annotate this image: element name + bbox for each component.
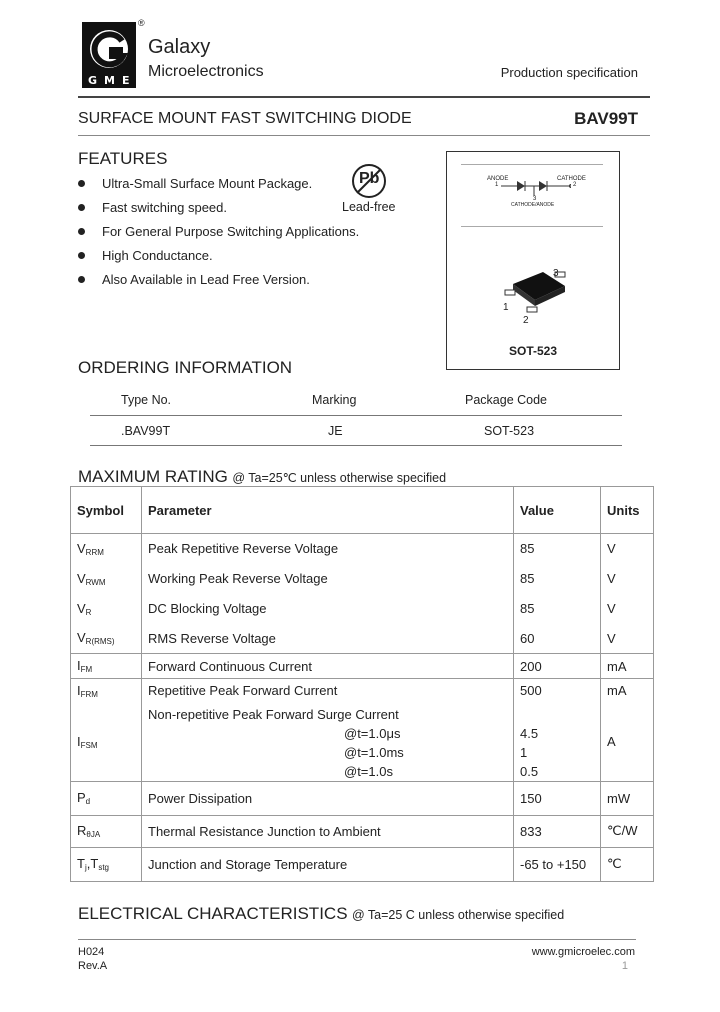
parameter-cell: [142, 703, 514, 782]
symbol-cell: [71, 847, 142, 881]
symbol-cell: [71, 564, 142, 594]
circuit-pin1: 1: [495, 182, 499, 188]
unit-cell: mA: [601, 679, 654, 703]
table-header-row: [71, 487, 654, 534]
value-cell: 85: [514, 534, 601, 564]
symbol-text: P: [77, 790, 86, 805]
col-symbol: Symbol: [71, 487, 142, 534]
parameter-cell: Power Dissipation: [142, 781, 514, 815]
table-row: [71, 624, 654, 654]
ordering-col-type: Type No.: [121, 393, 172, 407]
sot523-package-icon: [503, 262, 573, 322]
value-cell: 200: [514, 654, 601, 679]
brand-name: Galaxy: [148, 36, 211, 58]
table-row: [71, 654, 654, 679]
ordering-type-value: .BAV99T: [121, 424, 171, 438]
symbol-subscript: R(RMS): [85, 637, 115, 647]
parameter-cell: Peak Repetitive Reverse Voltage: [142, 534, 514, 564]
ordering-marking-value: JE: [328, 424, 343, 438]
ordering-col-marking: Marking: [312, 393, 357, 407]
doc-id: H024: [78, 946, 105, 958]
table-row: [71, 815, 654, 847]
symbol-cell: [71, 781, 142, 815]
table-row: [71, 679, 654, 703]
col-parameter: Parameter: [142, 487, 514, 534]
symbol-separator: ,: [86, 856, 91, 871]
bullet: [78, 276, 85, 283]
surge-condition: @t=1.0s: [344, 763, 393, 779]
symbol-subscript: j: [84, 863, 87, 872]
symbol-cell: [71, 703, 142, 782]
circuit-pin3: 3: [533, 196, 537, 202]
symbol-text: T: [90, 856, 99, 871]
electrical-condition: @ Ta=25 C unless otherwise specified: [351, 908, 565, 922]
ordering-heading: ORDERING INFORMATION: [78, 358, 293, 377]
symbol-cell: [71, 815, 142, 847]
symbol-subscript: FSM: [80, 740, 98, 750]
surge-condition: @t=1.0μs: [344, 725, 401, 741]
parameter-cell: RMS Reverse Voltage: [142, 624, 514, 654]
unit-cell: ℃/W: [601, 815, 654, 847]
table-row: [71, 564, 654, 594]
col-value: Value: [514, 487, 601, 534]
symbol-cell: [71, 654, 142, 679]
ordering-bottom-divider: [90, 445, 622, 446]
symbol-subscript: FRM: [80, 689, 98, 699]
symbol-text: V: [77, 570, 86, 586]
parameter-cell: Working Peak Reverse Voltage: [142, 564, 514, 594]
symbol-cell: [71, 534, 142, 564]
max-rating-heading: MAXIMUM RATING: [78, 467, 228, 486]
website-link[interactable]: www.gmicroelec.com: [531, 946, 635, 958]
max-rating-condition: @ Ta=25℃ unless otherwise specified: [232, 471, 447, 485]
symbol-subscript: RRM: [85, 547, 104, 557]
circuit-bottom-line: [461, 226, 603, 227]
table-row: [71, 594, 654, 624]
value-cell: 500: [514, 679, 601, 703]
symbol-text: V: [77, 540, 86, 556]
circuit-pin2: 2: [573, 182, 577, 188]
package-pin3: 3: [553, 268, 559, 279]
symbol-text: T: [77, 856, 85, 871]
parameter-cell: Forward Continuous Current: [142, 654, 514, 679]
value-cell: 60: [514, 624, 601, 654]
feature-item: For General Purpose Switching Applications.: [102, 224, 360, 239]
lead-free-symbol: Pb: [359, 170, 380, 187]
table-row: [71, 847, 654, 881]
surge-value: 0.5: [520, 763, 539, 779]
symbol-subscript: θJA: [86, 830, 101, 839]
symbol-text: I: [77, 658, 81, 673]
lead-free-icon: [351, 163, 387, 199]
package-pin2: 2: [523, 315, 529, 326]
symbol-subscript: R: [85, 607, 92, 617]
value-cell: 85: [514, 564, 601, 594]
bullet: [78, 228, 85, 235]
unit-cell: mA: [601, 654, 654, 679]
value-cell: 833: [514, 815, 601, 847]
parameter-cell: Junction and Storage Temperature: [142, 847, 514, 881]
cathode-label: CATHODE: [557, 176, 586, 182]
symbol-text: R: [77, 823, 87, 838]
symbol-subscript: RWM: [85, 577, 106, 587]
ordering-divider: [90, 415, 622, 416]
table-row: [71, 703, 654, 782]
table-row: [71, 781, 654, 815]
package-name: SOT-523: [509, 344, 558, 358]
lead-free-label: Lead-free: [342, 200, 396, 214]
symbol-subscript: stg: [98, 863, 109, 872]
surge-value: 1: [520, 744, 528, 760]
unit-cell: V: [601, 564, 654, 594]
table-row: [71, 534, 654, 564]
electrical-heading: ELECTRICAL CHARACTERISTICS: [78, 904, 348, 923]
revision: Rev.A: [78, 960, 108, 972]
symbol-text: V: [77, 630, 86, 646]
unit-cell: V: [601, 624, 654, 654]
symbol-cell: [71, 624, 142, 654]
package-pin1: 1: [503, 302, 509, 313]
production-spec-label: Production specification: [500, 65, 638, 80]
symbol-text: I: [77, 682, 81, 698]
surge-param-text: Non-repetitive Peak Forward Surge Current: [148, 706, 399, 722]
bullet: [78, 204, 85, 211]
symbol-text: I: [77, 733, 81, 749]
ordering-package-value: SOT-523: [484, 424, 535, 438]
bullet: [78, 252, 85, 259]
surge-value: 4.5: [520, 725, 539, 741]
feature-item: High Conductance.: [102, 248, 213, 263]
feature-item: Fast switching speed.: [102, 200, 228, 215]
value-cell: [514, 703, 601, 782]
registered-mark: ®: [138, 18, 145, 28]
page-number: 1: [621, 960, 628, 972]
diode-schematic: [501, 178, 571, 198]
features-heading: FEATURES: [78, 149, 168, 168]
feature-item: Ultra-Small Surface Mount Package.: [102, 176, 313, 191]
symbol-text: V: [77, 600, 86, 616]
symbol-subscript: d: [85, 797, 91, 806]
header-divider: [78, 96, 650, 98]
ordering-col-package: Package Code: [465, 393, 548, 407]
bullet: [78, 180, 85, 187]
max-rating-table: [70, 486, 654, 882]
unit-cell: V: [601, 534, 654, 564]
symbol-cell: [71, 679, 142, 703]
parameter-cell: Repetitive Peak Forward Current: [142, 679, 514, 703]
electrical-title: [78, 904, 564, 924]
company-logo: [82, 18, 145, 88]
logo-letters: GME: [88, 74, 137, 87]
part-number: BAV99T: [574, 109, 638, 128]
title-divider: [78, 135, 650, 136]
value-cell: 85: [514, 594, 601, 624]
circuit-top-line: [461, 164, 603, 165]
footer-divider: [78, 939, 636, 940]
col-units: Units: [601, 487, 654, 534]
unit-cell: ℃: [601, 847, 654, 881]
unit-cell: A: [601, 703, 654, 782]
parameter-cell: Thermal Resistance Junction to Ambient: [142, 815, 514, 847]
parameter-cell: DC Blocking Voltage: [142, 594, 514, 624]
surge-condition: @t=1.0ms: [344, 744, 404, 760]
document-title: SURFACE MOUNT FAST SWITCHING DIODE: [78, 110, 412, 127]
max-rating-title: [78, 467, 446, 487]
anode-label: ANODE: [487, 176, 509, 182]
cathode-anode-label: CATHODE/ANODE: [511, 202, 555, 208]
symbol-subscript: FM: [80, 665, 93, 674]
value-cell: -65 to +150: [514, 847, 601, 881]
symbol-cell: [71, 594, 142, 624]
feature-item: Also Available in Lead Free Version.: [102, 272, 310, 287]
brand-subtitle: Microelectronics: [148, 63, 264, 80]
value-cell: 150: [514, 781, 601, 815]
package-diagram-box: [446, 151, 620, 370]
unit-cell: mW: [601, 781, 654, 815]
unit-cell: V: [601, 594, 654, 624]
